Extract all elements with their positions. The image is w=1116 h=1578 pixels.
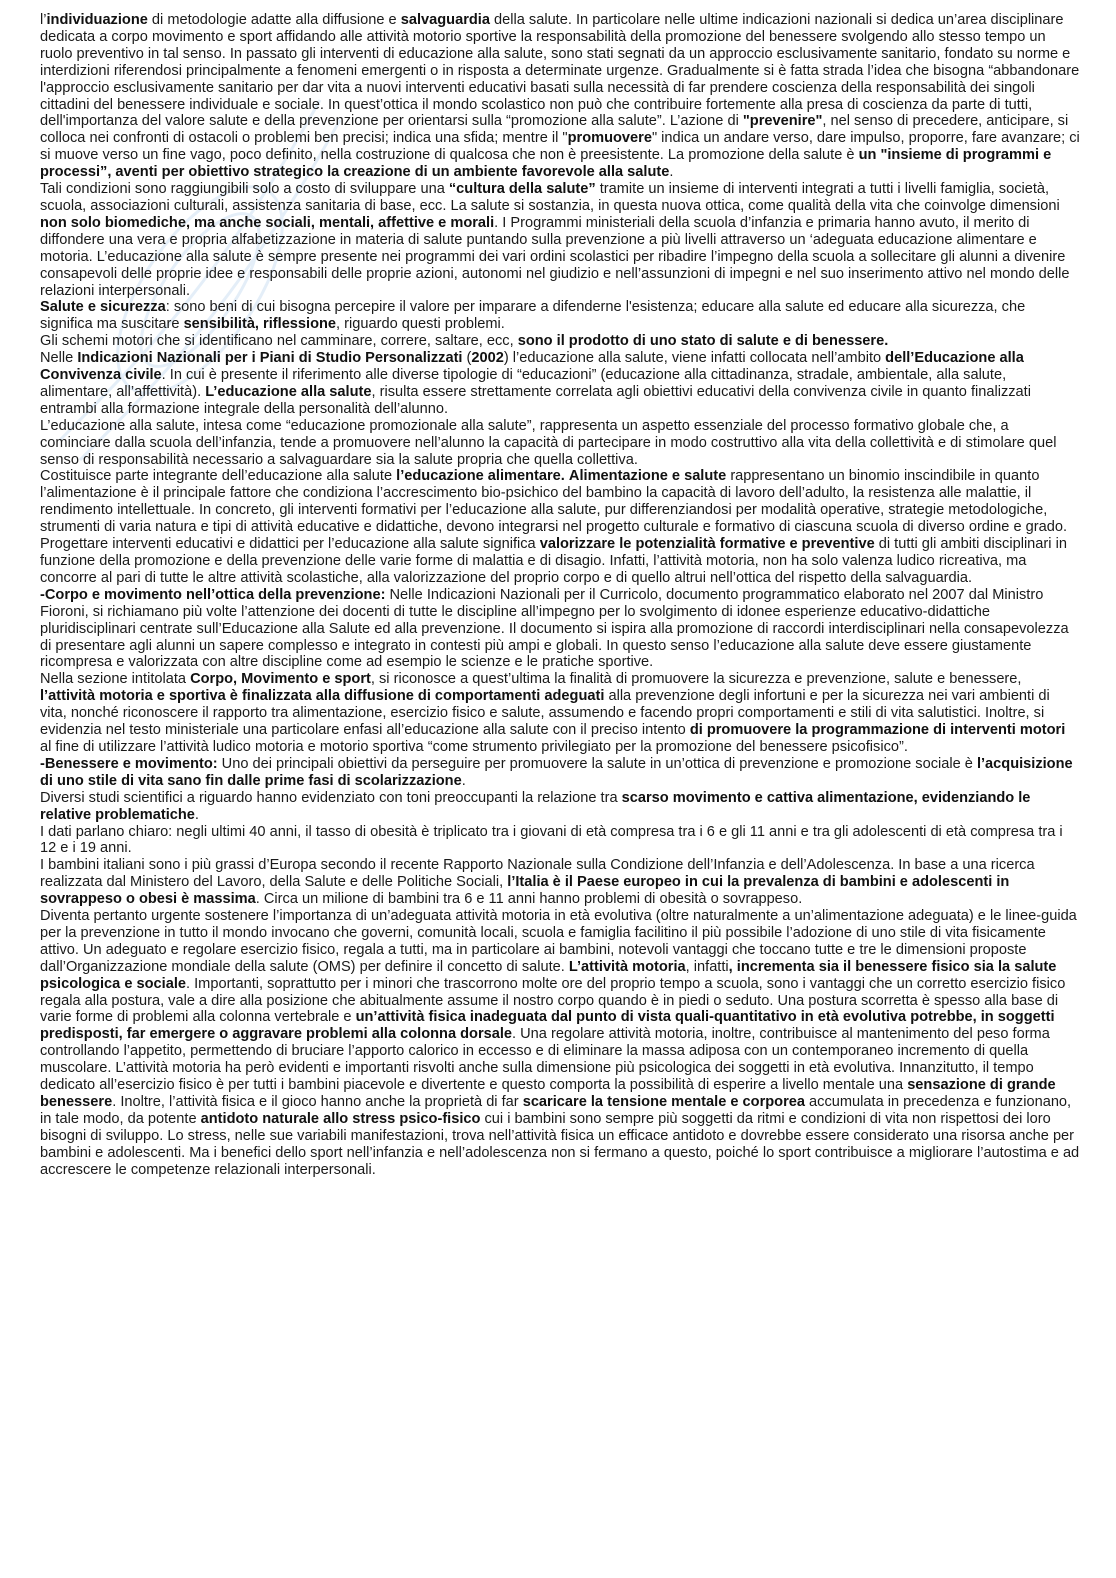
- paragraph: [40, 181, 1080, 299]
- paragraph: [40, 790, 1080, 824]
- text-run: al fine di utilizzare l’attività ludico motoria e motorio sportiva “come strumento privilegiato per la promozione del benessere psicofisico”.: [40, 738, 908, 755]
- bold-run: -Corpo e movimento nell’ottica della prevenzione:: [40, 586, 386, 603]
- bold-run: sensibilità, riflessione: [183, 316, 337, 333]
- bold-run: Indicazioni Nazionali per i Piani di Studio Personalizzati: [77, 350, 463, 367]
- text-run: . Una regolare attività motoria, inoltre, contribuisce al mantenimento del peso forma controllando l’appetito, permettendo di bruciare l’apporto calorico in eccesso e di eliminare la massa adiposa con un contemporaneo incremento di quella muscolare. L’attività motoria ha però evidenti e importanti risvolti anche sulla dimensione più psicologica dei soggetti in età evolutiva. Innanzitutto, il tempo dedicato all’esercizio fisico è per tutti i bambini piacevole e divertente e questo comporta la possibilità di esperire a livello mentale una: [40, 1026, 1050, 1094]
- bold-run: sensazione di grande benessere: [40, 1077, 1056, 1110]
- text-run: della salute. In particolare nelle ultime indicazioni nazionali si dedica un’area disciplinare dedicata a corpo movimento e sport affidando alle attività motorio sportive la responsabilità della promozione del benessere svolgendo allo stesso tempo un ruolo preventivo in tal senso. In passato gli interventi di educazione alla salute, sono stati segnati da un approccio esclusivamente sanitario, fondato su norme e interdizioni riferendosi principalmente a fenomeni emergenti o in risposta a determinate urgenze. Gradualmente si è fatta strada l’idea che bisogna “abbandonare l'approccio esclusivamente sanitario per dar vita a nuovi interventi educativi basati sulla necessità di far prendere coscienza della responsabilità dei singoli cittadini del benessere individuale e sociale. In quest’ottica il mondo scolastico non può che contribuire fortemente alla presa di coscienza da parte di tutti, dell'importanza del valore salute e della prevenzione per orientarsi sulla “promozione alla salute”. L’azione di: [40, 12, 1080, 130]
- paragraph: [40, 468, 1080, 586]
- text-run: (: [462, 350, 472, 367]
- bold-run: “cultura della salute”: [448, 181, 596, 198]
- bold-run: un "insieme di programmi e processi”, aventi per obiettivo strategico la creazione di un ambiente favorevole alla salute: [40, 147, 1052, 181]
- bold-run: individuazione: [46, 12, 148, 28]
- bold-run: di promuovere la programmazione di interventi motori: [689, 722, 1066, 739]
- text-run: alla prevenzione degli infortuni e per la sicurezza nei vari ambienti di vita, nonché riconoscere il rapporto tra alimentazione, esercizio fisico e salute, assumendo e facendo propri comportamenti e stili di vita salutistici. Inoltre, si evidenzia nel testo ministeriale una particolare enfasi all’educazione alla salute con il preciso intento: [40, 688, 1050, 739]
- text-run: l’: [40, 12, 47, 28]
- text-run: Diversi studi scientifici a riguardo hanno evidenziato con toni preoccupanti la relazione tra: [40, 789, 622, 806]
- text-run: . In cui è presente il riferimento alle diverse tipologie di “educazioni” (educazione alla cittadinanza, stradale, ambientale, alla salute, alimentare, all’affettività).: [40, 367, 1007, 400]
- text-run: di metodologie adatte alla diffusione e: [147, 12, 401, 28]
- text-run: Nella sezione intitolata: [40, 671, 191, 688]
- text-run: L’educazione alla salute, intesa come “educazione promozionale alla salute”, rappresenta un aspetto essenziale del processo formativo globale che, a cominciare dalla scuola dell’infanzia, tende a promuovere nell’alunno la capacità di partecipare in modo costruttivo alla vita della collettività e di stimolare quel senso di responsabilità necessario a salvaguardare sia la salute propria che quella collettiva.: [40, 417, 1057, 468]
- text-run: accumulata in precedenza e funzionano, in tale modo, da potente: [40, 1094, 1072, 1127]
- text-run: , nel senso di precedere, anticipare, si colloca nei confronti di ostacoli o problemi ben precisi; indica una sfida; mentre il ": [40, 113, 1069, 147]
- bold-run: , incrementa sia il benessere fisico sia la salute psicologica e sociale: [40, 958, 1057, 992]
- bold-run: -Benessere e movimento:: [40, 755, 218, 772]
- bold-run: antidoto naturale allo stress psico-fisico: [200, 1110, 481, 1127]
- text-run: " indica un andare verso, dare impulso, proporre, fare avanzare; ci si muove verso un fine vago, poco definito, nella costruzione di qualcosa che non è preesistente. La promozione della salute è: [40, 130, 1080, 164]
- bold-run: non solo biomediche, ma anche sociali, mentali, affettive e morali: [40, 214, 495, 231]
- paragraph: [40, 824, 1080, 858]
- bold-run: "prevenire": [742, 113, 823, 130]
- text-run: rappresentano un binomio inscindibile in quanto l’alimentazione è il principale fattore che condiziona l’accrescimento bio-psichico del bambino la capacità di lavoro dell’adulto, la resistenza alle malattie, il rendimento intellettuale. In concreto, gli interventi formativi per l’educazione alla salute, pur differenziandosi per modalità operative, strategie metodologiche, strumenti di varia natura e tipi di attività educative e didattiche, devono integrarsi nel progetto culturale e formativo di ciascuna scuola di diverso ordine e grado. Progettare interventi educativi e didattici per l’educazione alla salute significa: [40, 468, 1067, 553]
- bold-run: Alimentazione e salute: [568, 468, 727, 485]
- bold-run: promuovere: [567, 130, 652, 147]
- document-body: [40, 12, 1080, 1179]
- bold-run: salvaguardia: [400, 12, 490, 28]
- paragraph: [40, 350, 1080, 418]
- text-run: I dati parlano chiaro: negli ultimi 40 anni, il tasso di obesità è triplicato tra i giovani di età compresa tra i 6 e gli 11 anni e tra gli adolescenti di età compresa tra i 12 e i 19 anni.: [40, 823, 1063, 857]
- text-run: : sono beni di cui bisogna percepire il valore per imparare a difenderne l'esistenza; educare alla salute ed educare alla sicurezza, che significa ma suscitare: [40, 299, 1026, 333]
- text-run: Gli schemi motori che si identificano nel camminare, correre, saltare, ecc,: [40, 333, 518, 350]
- text-run: .: [194, 806, 199, 823]
- bold-run: L’attività motoria: [568, 958, 686, 975]
- text-run: Nelle: [40, 350, 78, 367]
- text-run: .: [461, 772, 466, 789]
- text-run: , si riconosce a quest’ultima la finalità di promuovere la sicurezza e prevenzione, salute e benessere,: [370, 671, 1022, 688]
- bold-run: sono il prodotto di uno stato di salute e di benessere.: [517, 333, 889, 350]
- bold-run: l’Italia è il Paese europeo in cui la prevalenza di bambini e adolescenti in sovrappeso o obesi è massima: [40, 874, 1010, 908]
- text-run: .: [669, 164, 674, 181]
- text-run: , riguardo questi problemi.: [336, 316, 505, 333]
- bold-run: Salute e sicurezza: [40, 299, 166, 316]
- paragraph: [40, 333, 1080, 350]
- bold-run: scaricare la tensione mentale e corporea: [522, 1094, 805, 1110]
- bold-run: valorizzare le potenzialità formative e preventive: [539, 536, 875, 553]
- paragraph: [40, 12, 1080, 181]
- bold-run: dell’Educazione alla Convivenza civile: [40, 350, 1024, 384]
- text-run: Tali condizioni sono raggiungibili solo a costo di sviluppare una: [40, 181, 449, 198]
- text-run: , risulta essere strettamente correlata agli obiettivi educativi della convivenza civile in quanto finalizzati entrambi alla formazione integrale della personalità dell’alunno.: [40, 383, 1031, 417]
- text-run: tramite un insieme di interventi integrati a tutti i livelli famiglia, società, scuola, associazioni culturali, assistenza sanitaria di base, ecc. La salute si sostanzia, in questa nuova ottica, come qualità della vita che coinvolge dimensioni: [40, 181, 1060, 214]
- text-run: cui i bambini sono sempre più soggetti da ritmi e condizioni di vita non rispettosi dei loro bisogni di sviluppo. Lo stress, nelle sue variabili manifestazioni, trova nell’attività fisica un efficace antidoto e dovrebbe essere considerato una risorsa anche per bambini e adolescenti. Ma i benefici dello sport nell’infanzia e nell’adolescenza non si fermano a questo, poiché lo sport contribuisce a migliorare l’autostima e ad accrescere le competenze relazionali interpersonali.: [40, 1110, 1080, 1178]
- text-run: ) l’educazione alla salute, viene infatti collocata nell’ambito: [503, 350, 886, 367]
- bold-run: un’attività fisica inadeguata dal punto di vista quali-quantitativo in età evolutiva potrebbe, in soggetti predisposti, far emergere o aggravare problemi alla colonna dorsale: [40, 1009, 1055, 1043]
- paragraph: [40, 299, 1080, 333]
- text-run: . Inoltre, l’attività fisica e il gioco hanno anche la proprietà di far: [112, 1094, 523, 1110]
- paragraph: [40, 671, 1080, 756]
- bold-run: L’educazione alla salute: [205, 383, 372, 400]
- text-run: . Importanti, soprattutto per i minori che trascorrono molte ore del proprio tempo a scuola, sono i vantaggi che un corretto esercizio fisico regala alla postura, vale a dire alla posizione che abitualmente assume il nostro corpo quando è in piedi o seduto. Una postura scorretta è spesso alla base di varie forme di problemi alla colonna vertebrale e: [40, 975, 1066, 1026]
- paragraph: [40, 587, 1080, 672]
- paragraph: [40, 418, 1080, 469]
- bold-run: Corpo, Movimento e sport: [190, 671, 371, 688]
- text-run: di tutti gli ambiti disciplinari in funzione della promozione e della prevenzione delle varie forme di malattia e di disagio. Infatti, l’attività motoria, non ha solo valenza ludico ricreativa, ma concorre al pari di tutte le altre attività scolastiche, alla valorizzazione del proprio corpo e di quello altrui nell’ottica del rispetto della salvaguardia.: [40, 536, 1067, 586]
- text-run: Costituisce parte integrante dell’educazione alla salute: [40, 468, 397, 485]
- text-run: . Circa un milione di bambini tra 6 e 11 anni hanno problemi di obesità o sovrappeso.: [255, 891, 803, 908]
- paragraph: [40, 756, 1080, 790]
- paragraph: [40, 857, 1080, 908]
- bold-run: scarso movimento e cattiva alimentazione, evidenziando le relative problematiche: [40, 789, 1031, 823]
- bold-run: l’educazione alimentare.: [396, 468, 565, 485]
- text-run: Diventa pertanto urgente sostenere l’importanza di un’adeguata attività motoria in età evolutiva (oltre naturalmente a un’alimentazione adeguata) e le linee-guida per la prevenzione in tutto il mondo invocano che governi, comunità locali, scuola e famiglia facilitino il più possibile l’adozione di uno stile di vita fisicamente attivo. Un adeguato e regolare esercizio fisico, regala a tutti, ma in particolare ai bambini, notevoli vantaggi che toccano tutte e tre le dimensioni proposte dall’Organizzazione mondiale della salute (OMS) per definire il concetto di salute.: [40, 908, 1077, 975]
- text-run: , infatti: [685, 958, 729, 975]
- text-run: Uno dei principali obiettivi da perseguire per promuovere la salute in un’ottica di prevenzione e promozione sociale è: [217, 755, 977, 772]
- text-run: I bambini italiani sono i più grassi d’Europa secondo il recente Rapporto Nazionale sulla Condizione dell’Infanzia e dell’Adolescenza. In base a una ricerca realizzata dal Ministero del Lavoro, della Salute e delle Politiche Sociali,: [40, 857, 1035, 891]
- text-run: . I Programmi ministeriali della scuola d’infanzia e primaria hanno avuto, il merito di diffondere una vera e propria alfabetizzazione in materia di salute puntando sulla prevenzione a più livelli attraverso un ‘adeguata educazione alimentare e motoria. L’educazione alla salute è sempre presente nei programmi dei vari ordini scolastici per ribadire l’impegno della scuola a sollecitare gli alunni a divenire consapevoli delle proprie idee e responsabili delle proprie azioni, autonomi nel giudizio e nell’assunzioni di impegni e nel suo inserimento attivo nel mondo delle relazioni interpersonali.: [40, 214, 1070, 299]
- bold-run: 2002: [471, 350, 504, 367]
- bold-run: l’acquisizione di uno stile di vita sano fin dalle prime fasi di scolarizzazione: [40, 755, 1073, 789]
- paragraph: [40, 908, 1080, 1179]
- bold-run: l’attività motoria e sportiva è finalizzata alla diffusione di comportamenti adeguati: [40, 688, 605, 705]
- text-run: Nelle Indicazioni Nazionali per il Curricolo, documento programmatico elaborato nel 2007 dal Ministro Fioroni, si richiamano più volte l’attenzione dei docenti di tutte le discipline all’impegno per lo svolgimento di idonee esperienze educativo-didattiche pluridisciplinari centrate sull’Educazione alla Salute ed alla prevenzione. Il documento si ispira alla promozione di raccordi interdisciplinari nella consapevolezza di presentare agli alunni un sapere complesso e integrato in contesti più ampi e globali. In questo senso l’educazione alla salute deve essere giustamente ricompresa e valorizzata con altre discipline come ad esempio le scienze e le pratiche sportive.: [40, 586, 1069, 671]
